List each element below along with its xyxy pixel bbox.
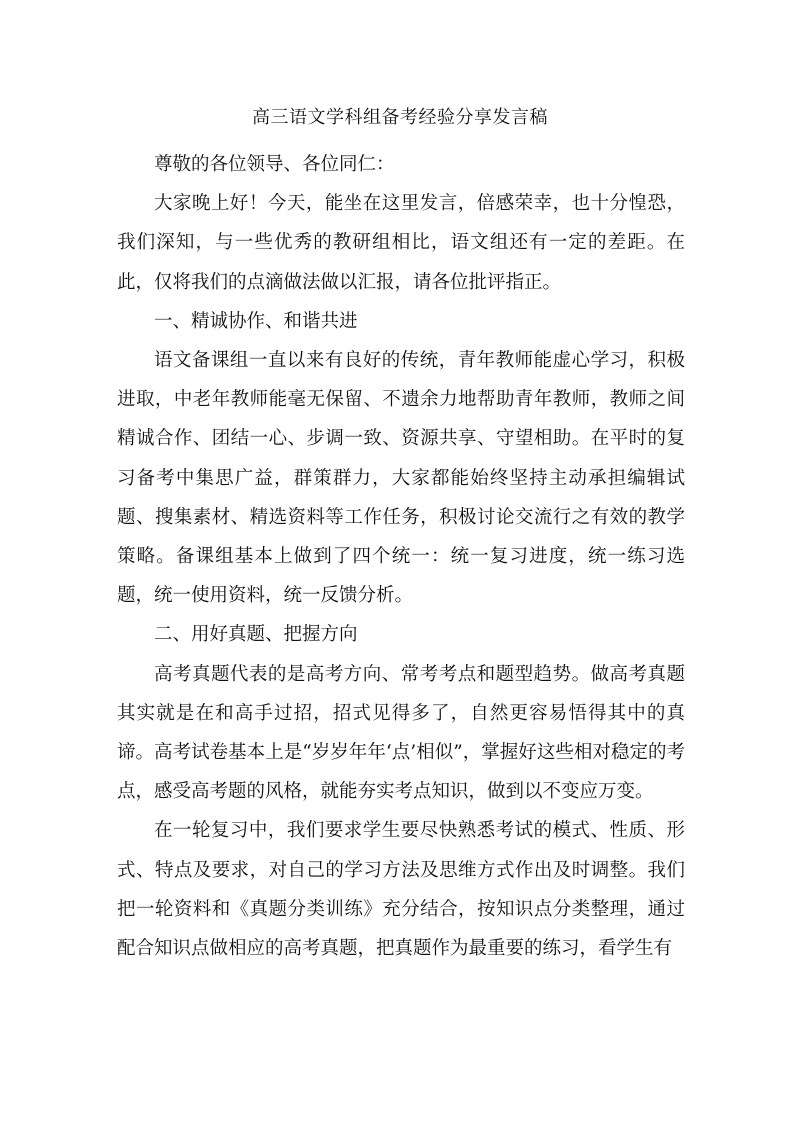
- salutation: 尊敬的各位领导、各位同仁：: [154, 154, 395, 175]
- opening-paragraph: 大家晚上好！今天，能坐在这里发言，倍感荣幸，也十分惶恐，我们深知，与一些优秀的教研组相比，语文组还有一定的差距。在此，仅将我们的点滴做法做以汇报，请各位批评指正。: [117, 193, 685, 293]
- section-2-paragraph-2: 在一轮复习中，我们要求学生要尽快熟悉考试的模式、性质、形式、特点及要求，对自己的学习方法及思维方式作出及时调整。我们把一轮资料和《真题分类训练》充分结合，按知识点分类整理，通过配合知识点做相应的高考真题，把真题作为最重要的练习，看学生有: [117, 820, 685, 960]
- section-heading-2: 二、用好真题、把握方向: [154, 624, 358, 646]
- document-body: [117, 145, 685, 968]
- section-1-paragraph: 语文备课组一直以来有良好的传统，青年教师能虚心学习，积极进取，中老年教师能毫无保留、不遗余力地帮助青年教师，教师之间精诚合作、团结一心、步调一致、资源共享、守望相助。在平时的复习备考中集思广益，群策群力，大家都能始终坚持主动承担编辑试题、搜集素材、精选资料等工作任务，积极讨论交流行之有效的教学策略。备课组基本上做到了四个统一：统一复习进度，统一练习选题，统一使用资料，统一反馈分析。: [117, 350, 685, 607]
- document-title: 高三语文学科组备考经验分享发言稿: [252, 107, 548, 128]
- section-2-paragraph-1: 高考真题代表的是高考方向、常考考点和题型趋势。做高考真题其实就是在和高手过招，招式见得多了，自然更容易悟得其中的真谛。高考试卷基本上是“岁岁年年‘点’相似”，掌握好这些相对稳定的考点，感受高考题的风格，就能夯实考点知识，做到以不变应万变。: [117, 663, 685, 803]
- section-heading-1: 一、精诚协作、和谐共进: [154, 310, 358, 332]
